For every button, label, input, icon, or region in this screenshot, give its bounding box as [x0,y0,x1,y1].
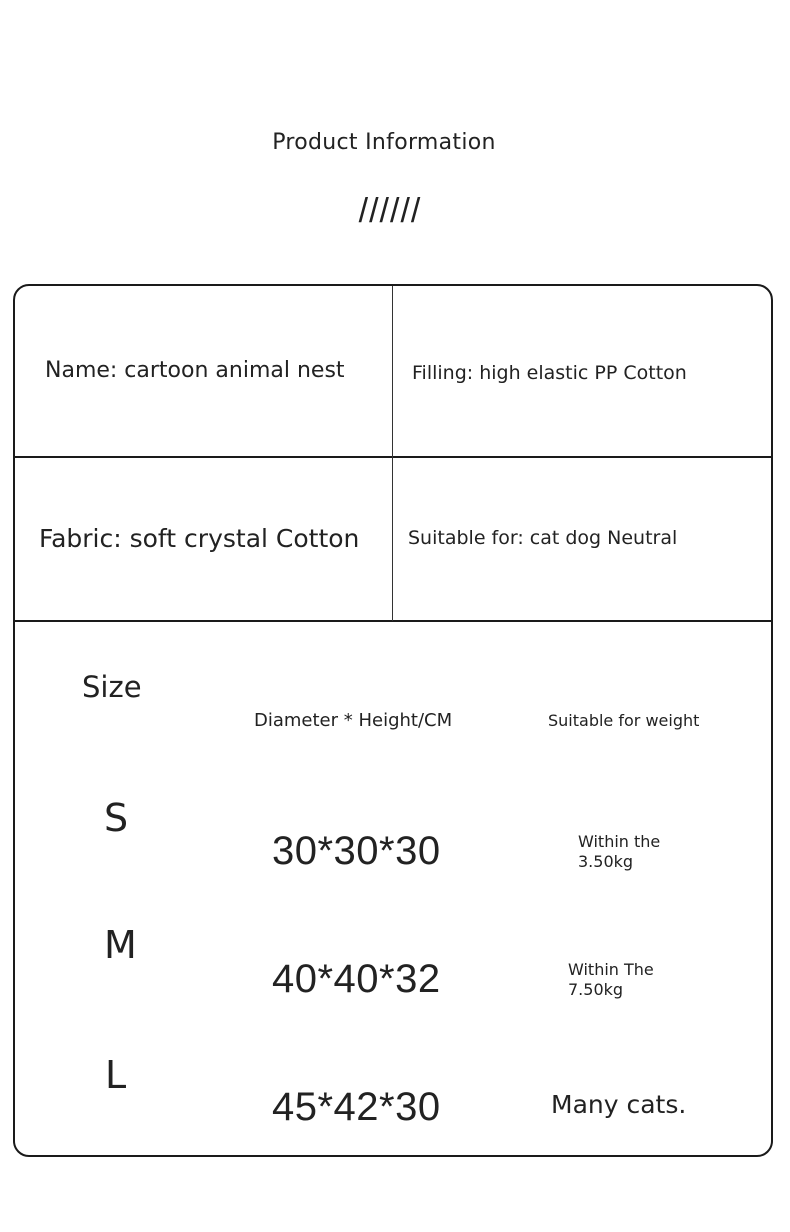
size-label-l: L [105,1053,127,1097]
product-info-card [13,284,773,1157]
size-label-s: S [104,796,129,840]
dimensions-s: 30*30*30 [272,829,441,873]
weight-s-line2: 3.50kg [578,852,634,871]
size-label-m: M [104,923,137,967]
weight-s-line1: Within the [578,832,661,851]
slash-divider: ////// [358,192,422,230]
weight-m [568,960,654,1000]
dimensions-l: 45*42*30 [272,1085,441,1129]
weight-s [578,832,660,872]
weight-l: Many cats. [551,1090,687,1119]
weight-m-line2: 7.50kg [568,980,624,999]
row-divider [15,456,771,458]
filling-field: Filling: high elastic PP Cotton [412,362,687,384]
weight-header: Suitable for weight [548,711,700,730]
column-divider [392,286,393,621]
name-field: Name: cartoon animal nest [45,358,345,383]
row-divider [15,620,771,622]
size-header: Size [82,670,142,704]
weight-m-line1: Within The [568,960,654,979]
suitable-for-field: Suitable for: cat dog Neutral [408,527,678,549]
page-title: Product Information [272,130,496,155]
fabric-field: Fabric: soft crystal Cotton [39,524,360,553]
dimensions-m: 40*40*32 [272,957,441,1001]
dimensions-header: Diameter * Height/CM [254,710,453,731]
